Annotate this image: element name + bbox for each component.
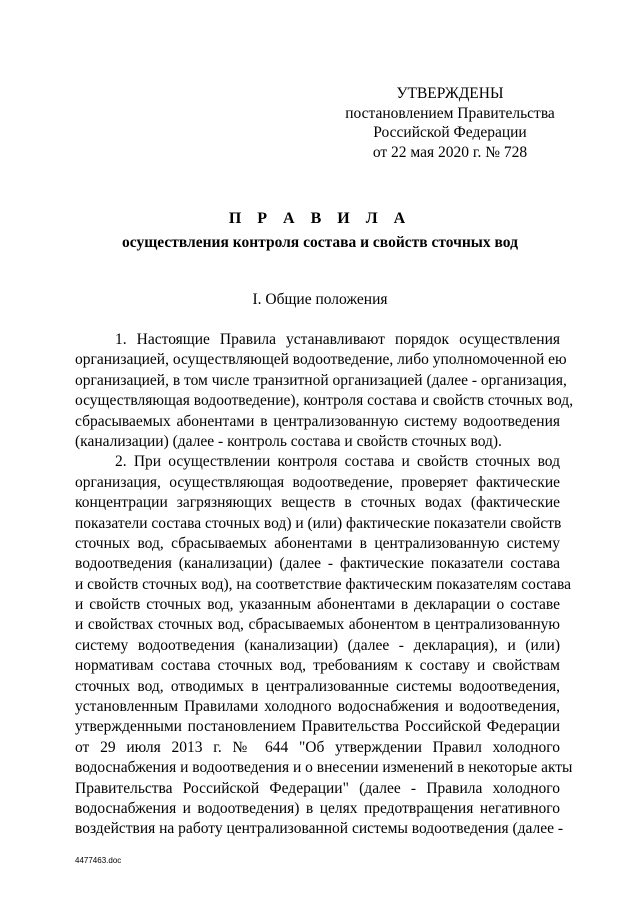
approval-block xyxy=(340,84,560,162)
paragraph-line: водоотведения (канализации) (далее - фактические показатели состава xyxy=(75,555,560,573)
paragraph-line: показатели состава сточных вод) и (или) фактические показатели свойств xyxy=(75,514,562,532)
paragraph-line: сбрасываемых абонентами в централизованную систему водоотведения xyxy=(75,412,560,430)
document-title: П Р А В И Л А xyxy=(228,210,412,227)
document-body xyxy=(75,330,574,840)
file-name-footer: 4477463.doc xyxy=(75,856,122,865)
paragraph-1 xyxy=(75,330,574,452)
paragraph-line: Правительства Российской Федерации" (далее - Правила холодного xyxy=(75,779,560,797)
paragraph-line: водоснабжения и водоотведения) в целях предотвращения негативного xyxy=(75,799,560,817)
paragraph-line: 2. При осуществлении контроля состава и свойств сточных вод xyxy=(115,453,560,471)
paragraph-line: 1. Настоящие Правила устанавливают порядок осуществления xyxy=(115,331,560,348)
paragraph-line: и свойств сточных вод, указанным абонентами в декларации о составе xyxy=(75,596,560,614)
paragraph-line: сточных вод, сбрасываемых абонентами в централизованную систему xyxy=(75,534,560,552)
approval-resolution: постановлением Правительства xyxy=(345,104,555,122)
section-heading: I. Общие положения xyxy=(252,291,388,308)
paragraph-line: и свойствах сточных вод, сбрасываемых абонентом в централизованную xyxy=(75,616,560,634)
paragraph-line: воздействия на работу централизованной системы водоотведения (далее - xyxy=(75,820,564,838)
paragraph-line: организацией, осуществляющей водоотведение, либо уполномоченной ею xyxy=(75,351,567,369)
document-subtitle: осуществления контроля состава и свойств сточных вод xyxy=(122,234,518,251)
approval-heading: УТВЕРЖДЕНЫ xyxy=(396,85,504,102)
paragraph-line: сточных вод, отводимых в централизованные системы водоотведения, xyxy=(75,677,560,695)
paragraph-line: и свойств сточных вод), на соответствие фактическим показателям состава xyxy=(75,575,572,593)
paragraph-line: утвержденными постановлением Правительства Российской Федерации xyxy=(75,718,560,736)
paragraph-line: водоснабжения и водоотведения и о внесении изменений в некоторые акты xyxy=(75,759,573,777)
paragraph-line: (канализации) (далее - контроль состава и свойств сточных вод). xyxy=(75,432,502,450)
paragraph-line: организация, осуществляющая водоотведение, проверяет фактические xyxy=(75,473,560,491)
approval-government: Российской Федерации xyxy=(373,124,527,141)
paragraph-line: установленным Правилами холодного водоснабжения и водоотведения, xyxy=(75,698,560,716)
paragraph-line: от 29 июля 2013 г. № 644 "Об утверждении Правил холодного xyxy=(75,738,560,756)
paragraph-line: организацией, в том числе транзитной организацией (далее - организация, xyxy=(75,371,567,389)
paragraph-line: нормативам состава сточных вод, требованиям к составу и свойствам xyxy=(75,657,560,675)
paragraph-line: концентрации загрязняющих веществ в сточных водах (фактические xyxy=(75,494,560,512)
paragraph-line: осуществляющая водоотведение), контроля состава и свойств сточных вод, xyxy=(75,392,574,410)
paragraph-2 xyxy=(75,452,573,839)
paragraph-line: систему водоотведения (канализации) (далее - декларация), и (или) xyxy=(75,636,560,654)
approval-date-number: от 22 мая 2020 г. № 728 xyxy=(372,143,528,161)
